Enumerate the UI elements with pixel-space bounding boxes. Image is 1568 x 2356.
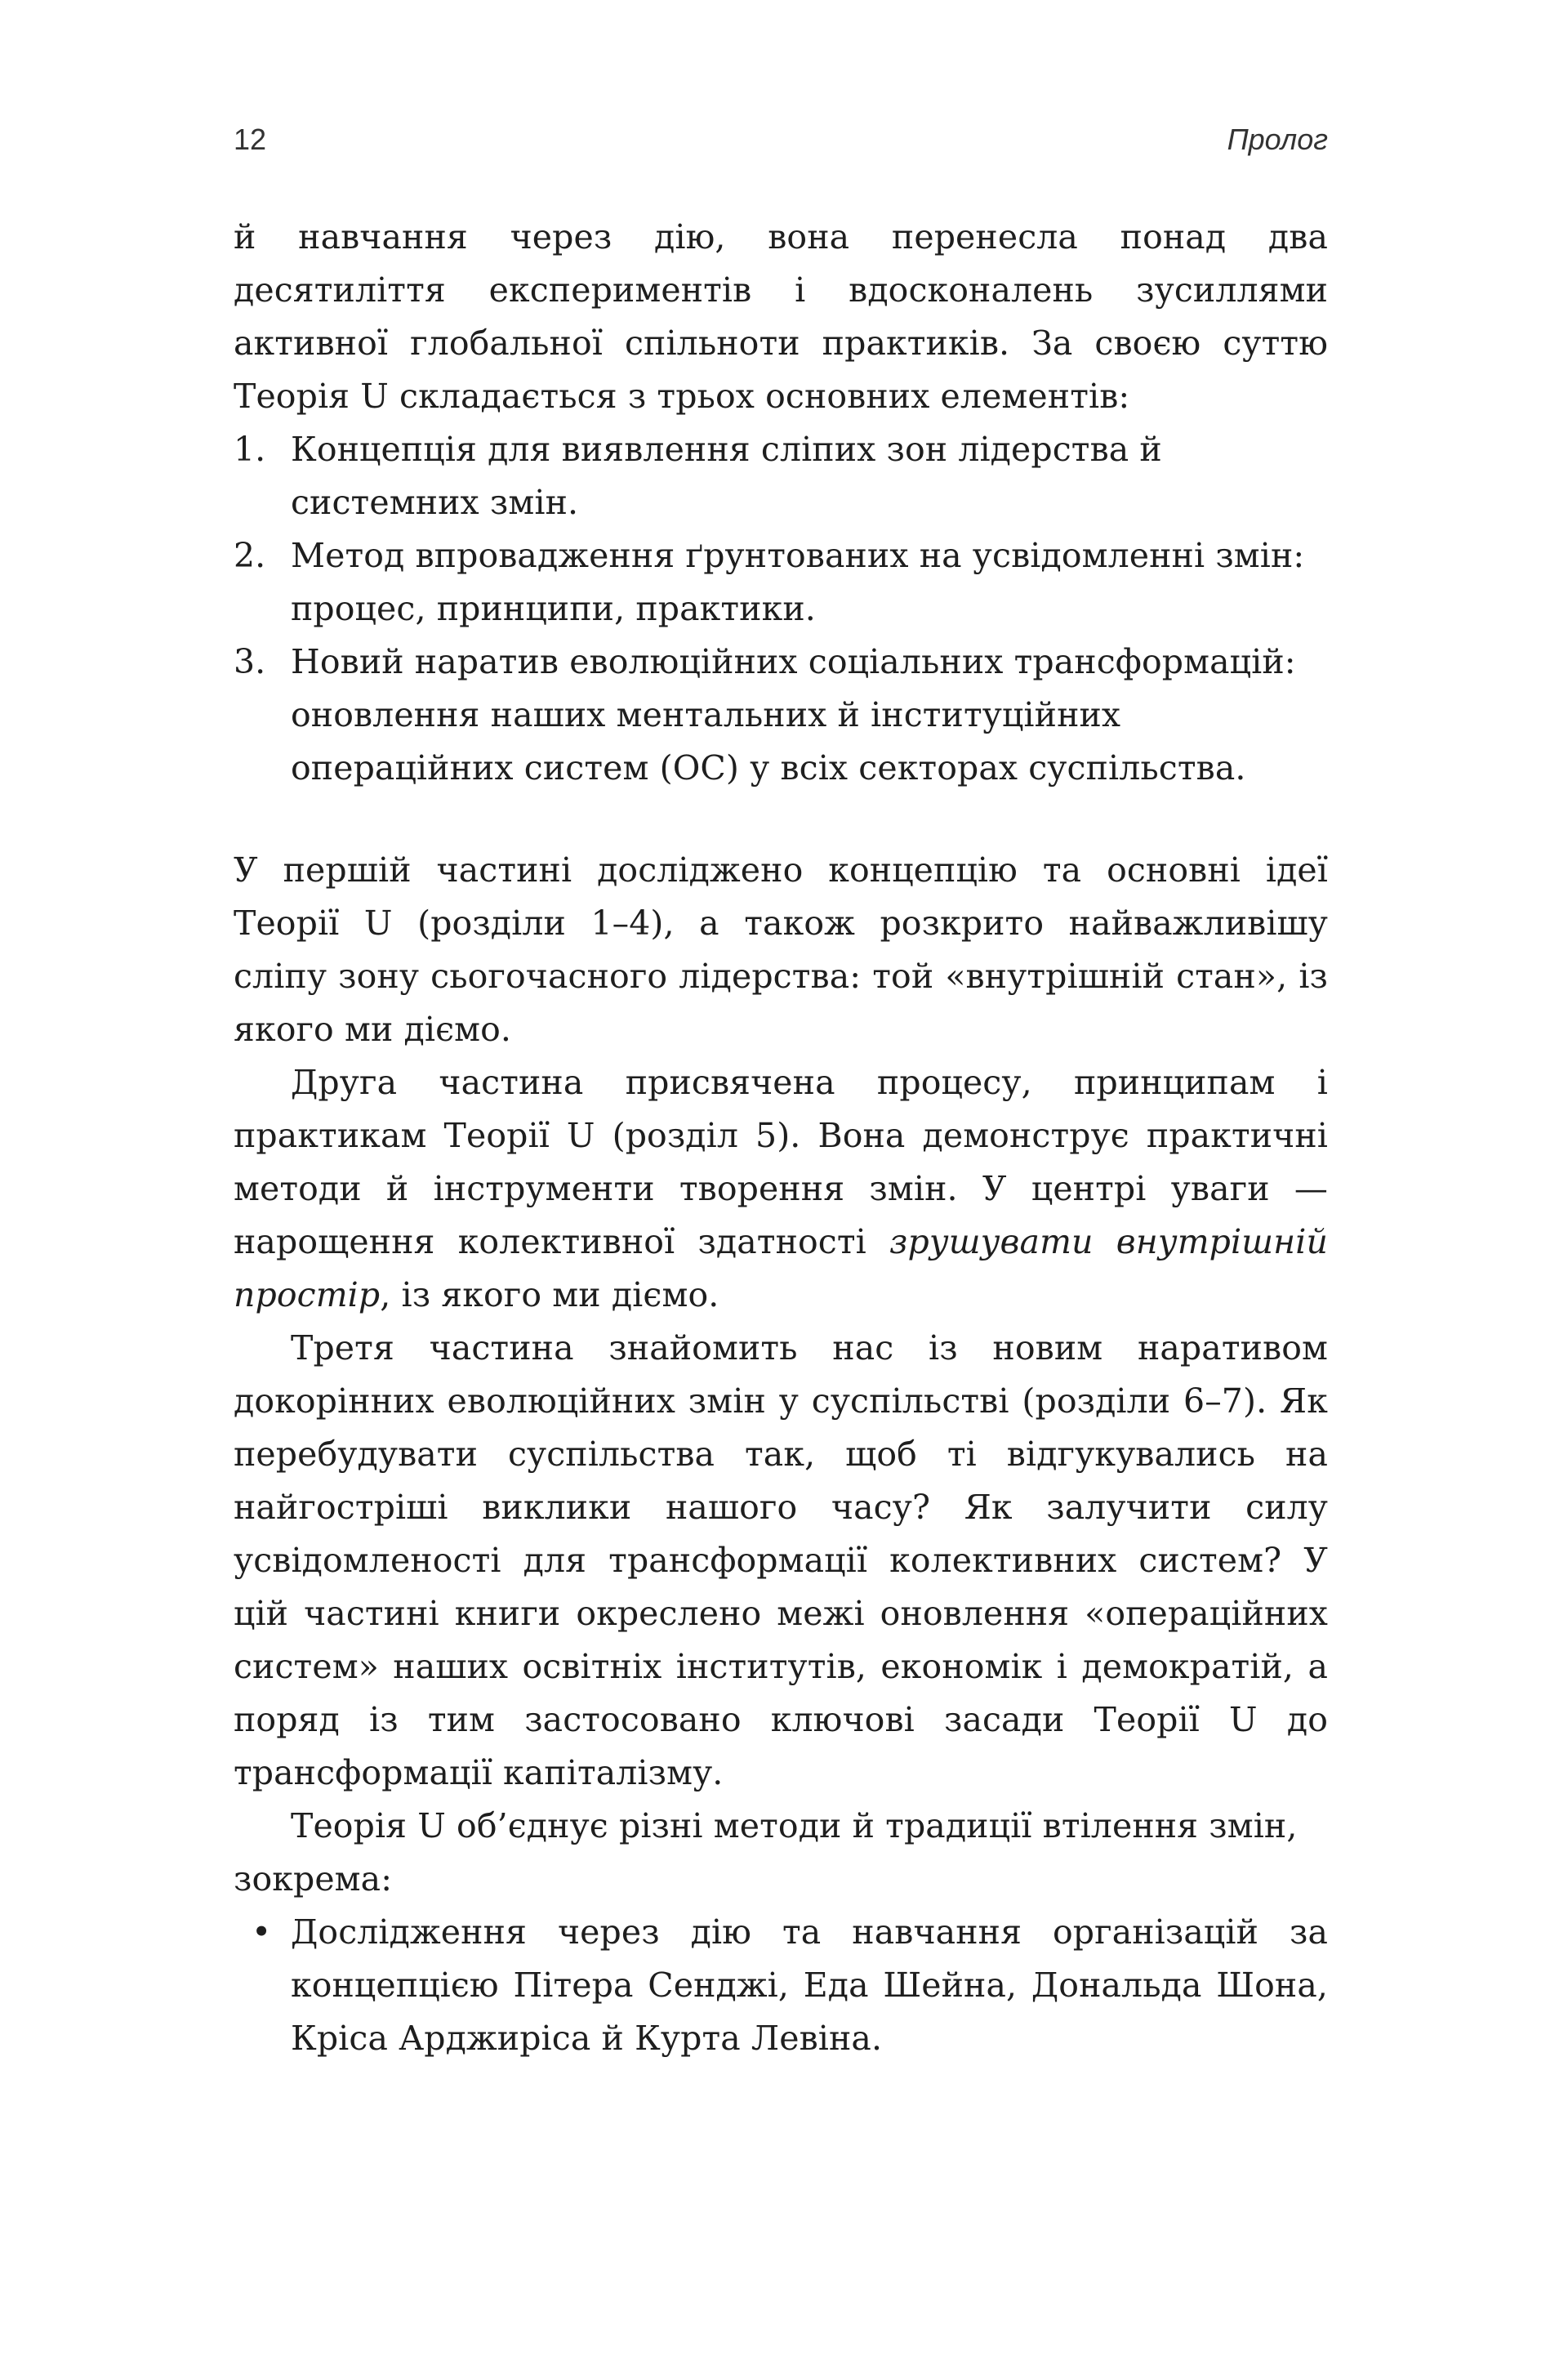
list-item-text: Новий наратив еволюційних соціальних трансформацій: оновлення наших ментальних й інституційних операційних систем (ОС) у всіх секторах суспільства. [291, 642, 1296, 788]
methods-list [234, 1906, 1328, 2065]
part-two-emphasis: зрушувати внутрішній простір [234, 1222, 1328, 1314]
part-two-paragraph [234, 1056, 1328, 1322]
running-head [234, 123, 1328, 163]
intro-paragraph: й навчання через дію, вона перенесла понад два десятиліття експериментів і вдосконалень зусиллями активної глобальної спільноти практиків. За своєю суттю Теорія U складається з трьох основних елементів: [234, 217, 1328, 416]
list-item-text: Дослідження через дію та навчання організацій за концепцією Пітера Сенджі, Еда Шейна, Дональда Шона, Кріса Арджиріса й Курта Левіна. [291, 1912, 1328, 2058]
part-two-text: Друга частина присвячена процесу, принципам і практикам Теорії U (розділ 5). Вона демонструє практичні методи й інструменти творення змін. У центрі уваги — нарощення колективної здатності [234, 1063, 1328, 1261]
list-marker: 1. [234, 430, 266, 469]
elements-list [234, 423, 1328, 795]
list-item [234, 1906, 1328, 2065]
page-number: 12 [234, 123, 267, 156]
list-item-text: Концепція для виявлення сліпих зон лідерства й системних змін. [291, 430, 1162, 522]
list-item [234, 423, 1328, 529]
body-text [234, 211, 1328, 2065]
list-marker: 3. [234, 642, 266, 681]
list-marker: 2. [234, 536, 266, 575]
chapter-title: Пролог [1227, 123, 1328, 156]
list-item [234, 529, 1328, 636]
part-three-paragraph: Третя частина знайомить нас із новим наративом докорінних еволюційних змін у суспільстві (розділи 6–7). Як перебудувати суспільства так, щоб ті відгукувались на найгостріші виклики нашого часу? Як залучити силу усвідомленості для трансформації колективних систем? У цій частині книги окреслено межі оновлення «операційних систем» наших освітніх інститутів, економік і демократій, а поряд із тим застосовано ключові засади Теорії U до трансформації капіталізму. [234, 1328, 1328, 1792]
list-item [234, 636, 1328, 795]
part-two-text-end: , із якого ми діємо. [380, 1275, 719, 1314]
methods-intro: Теорія U об’єднує різні методи й традиції втілення змін, зокрема: [234, 1806, 1298, 1899]
list-item-text: Метод впровадження ґрунтованих на усвідомленні змін: процес, принципи, практики. [291, 536, 1305, 628]
part-one-paragraph: У першій частині досліджено концепцію та основні ідеї Теорії U (розділи 1–4), а також розкрито найважливішу сліпу зону сьогочасного лідерства: той «внутрішній стан», із якого ми діємо. [234, 850, 1328, 1049]
bullet-marker: • [252, 1912, 272, 1952]
section-gap [234, 795, 1328, 844]
